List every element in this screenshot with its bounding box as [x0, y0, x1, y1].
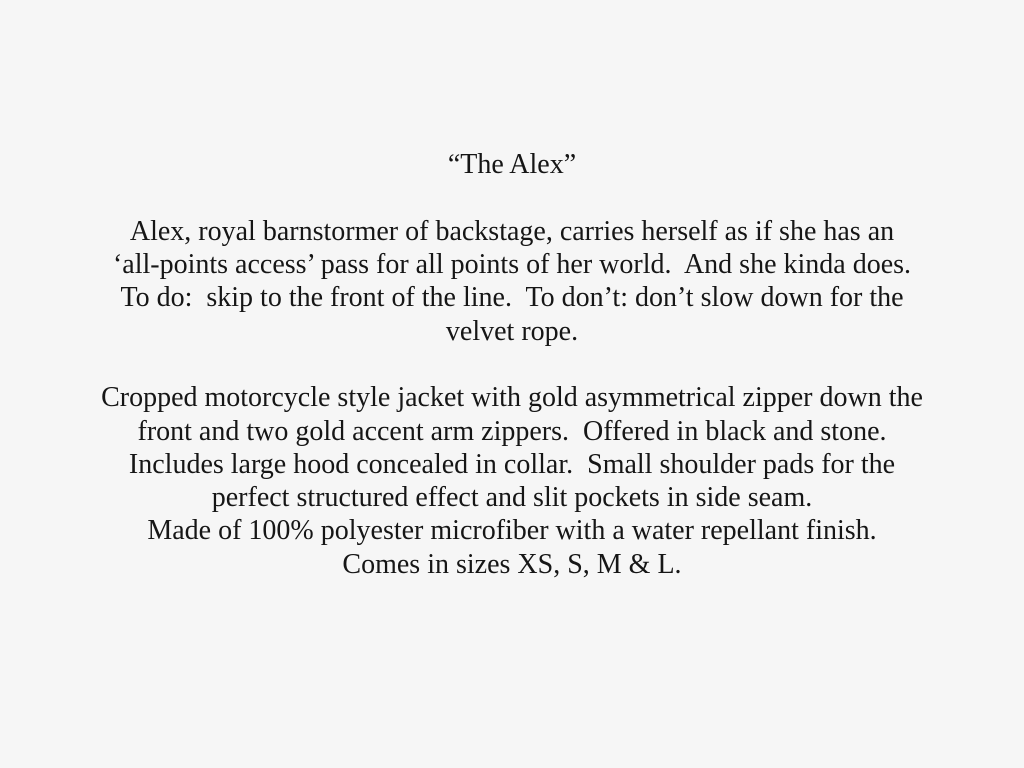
- description-line: Made of 100% polyester microfiber with a water repellant finish.: [147, 515, 877, 546]
- intro-line: ‘all-points access’ pass for all points of her world. And she kinda does.: [112, 249, 912, 280]
- description-line: Includes large hood concealed in collar. Small shoulder pads for the: [128, 449, 896, 480]
- document-title: “The Alex”: [447, 149, 577, 180]
- intro-line: Alex, royal barnstormer of backstage, carries herself as if she has an: [129, 216, 895, 247]
- description-line: Comes in sizes XS, S, M & L.: [342, 549, 682, 580]
- description-line: Cropped motorcycle style jacket with gold asymmetrical zipper down the: [101, 382, 923, 413]
- description-line: perfect structured effect and slit pockets in side seam.: [211, 482, 813, 513]
- intro-line: To do: skip to the front of the line. To don’t: don’t slow down for the: [120, 282, 904, 313]
- intro-line: velvet rope.: [445, 316, 579, 347]
- description-line: front and two gold accent arm zippers. Offered in black and stone.: [137, 416, 887, 447]
